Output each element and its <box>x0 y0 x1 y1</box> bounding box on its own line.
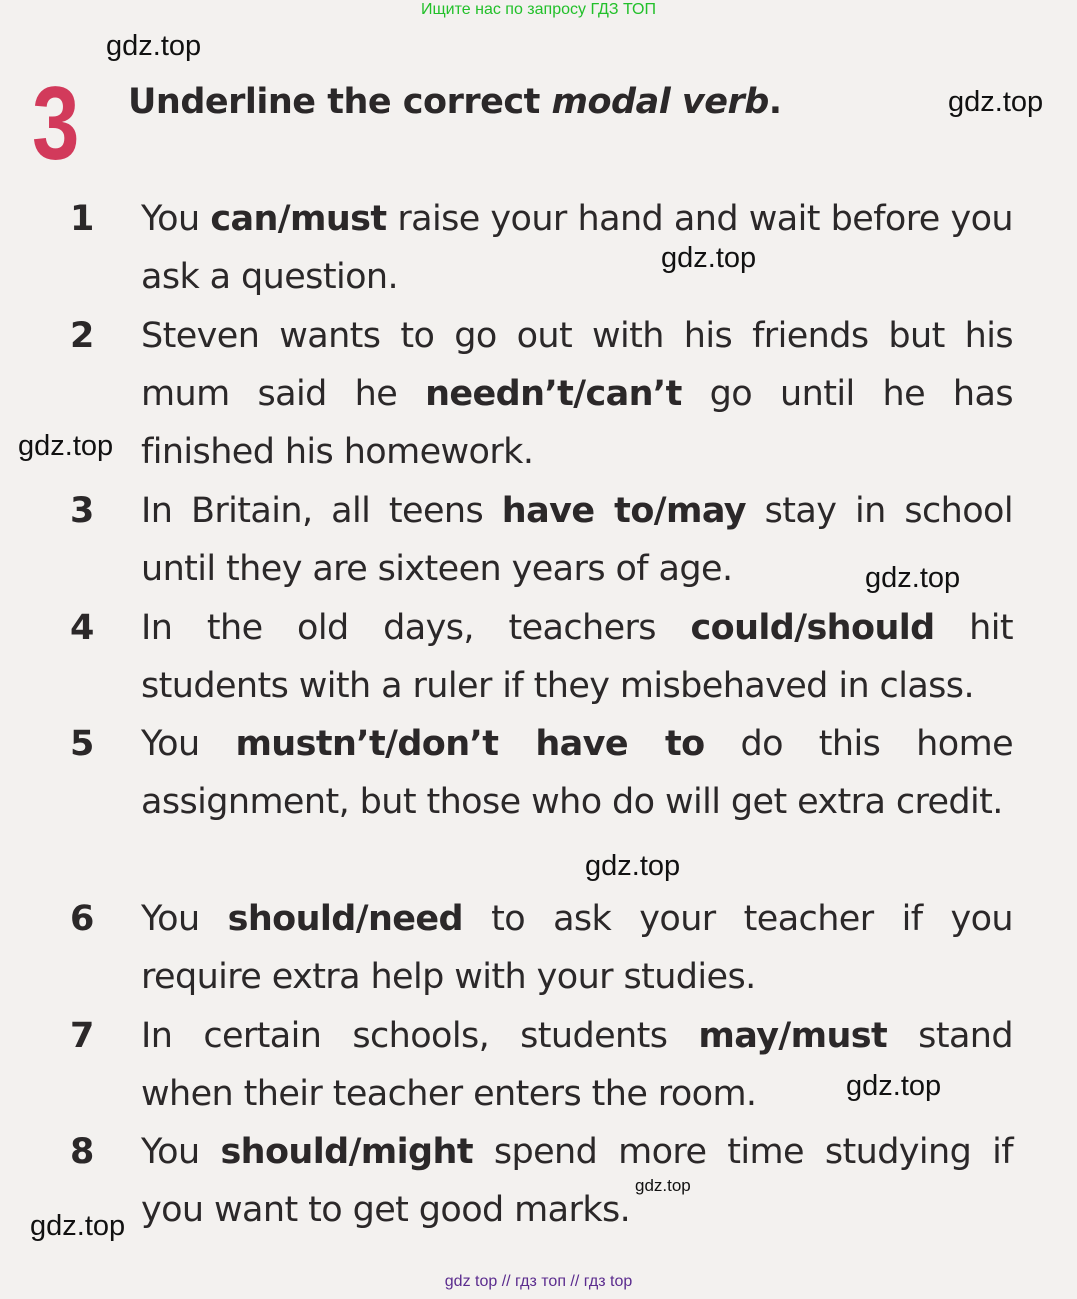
watermark: gdz.top <box>948 86 1044 118</box>
item-number: 3 <box>70 491 95 531</box>
watermark: gdz.top <box>635 1176 691 1195</box>
modal-options[interactable]: needn’t/can’t <box>425 374 682 414</box>
sentence-start: You <box>141 199 211 239</box>
item-sentence <box>141 599 1013 715</box>
item-sentence <box>141 715 1013 831</box>
item-sentence <box>141 190 1013 306</box>
watermark: gdz.top <box>865 562 961 594</box>
sentence-end: raise your hand and wait before you ask a question. <box>141 199 1013 297</box>
sentence-start: In Britain, all teens <box>141 491 502 531</box>
sentence-end: go until he has finished his homework. <box>141 374 1013 472</box>
item-number: 2 <box>70 316 95 356</box>
item-number: 4 <box>70 608 95 648</box>
exercise-instruction <box>128 78 782 126</box>
watermark: gdz.top <box>18 430 114 462</box>
modal-options[interactable]: may/must <box>698 1016 888 1056</box>
sentence-end: spend more time studying if you want to get good marks. <box>141 1132 1013 1230</box>
watermark: gdz.top <box>30 1210 126 1242</box>
modal-options[interactable]: should/need <box>227 899 463 939</box>
top-banner: Ищите нас по запросу ГДЗ ТОП <box>421 1 656 18</box>
item-number: 1 <box>70 199 95 239</box>
watermark: gdz.top <box>846 1070 942 1102</box>
modal-options[interactable]: could/should <box>690 608 935 648</box>
sentence-end: to ask your teacher if you require extra help with your studies. <box>141 899 1013 997</box>
sentence-end: stand when their teacher enters the room. <box>141 1016 1013 1114</box>
sentence-end: stay in school until they are sixteen years of age. <box>141 491 1013 589</box>
instruction-text: Underline the correct <box>128 82 552 122</box>
item-sentence <box>141 1007 1013 1123</box>
sentence-end: do this home assignment, but those who do will get extra credit. <box>141 724 1013 822</box>
sentence-end: hit students with a ruler if they misbehaved in class. <box>141 608 1013 706</box>
watermark: gdz.top <box>106 30 202 62</box>
item-number: 5 <box>70 724 95 764</box>
item-sentence <box>141 1123 1013 1239</box>
instruction-end: . <box>768 82 782 122</box>
modal-options[interactable]: should/might <box>220 1132 473 1172</box>
sentence-start: You <box>141 724 236 764</box>
modal-options[interactable]: can/must <box>210 199 387 239</box>
exercise-number: 3 <box>32 66 80 182</box>
watermark: gdz.top <box>661 242 757 274</box>
sentence-start: You <box>141 899 228 939</box>
modal-options[interactable]: mustn’t/don’t have to <box>235 724 705 764</box>
item-number: 7 <box>70 1016 95 1056</box>
instruction-emphasis: modal verb <box>551 82 769 122</box>
item-sentence <box>141 890 1013 1006</box>
watermark: gdz.top <box>585 850 681 882</box>
bottom-banner: gdz top // гдз топ // гдз top <box>444 1273 633 1290</box>
sentence-start: You <box>141 1132 221 1172</box>
modal-options[interactable]: have to/may <box>501 491 746 531</box>
item-sentence <box>141 307 1013 481</box>
item-number: 6 <box>70 899 95 939</box>
sentence-start: In certain schools, students <box>141 1016 699 1056</box>
sentence-start: In the old days, teachers <box>141 608 691 648</box>
item-number: 8 <box>70 1132 95 1172</box>
sentence-start: Steven wants to go out with his friends but his mum said he <box>141 316 1013 414</box>
